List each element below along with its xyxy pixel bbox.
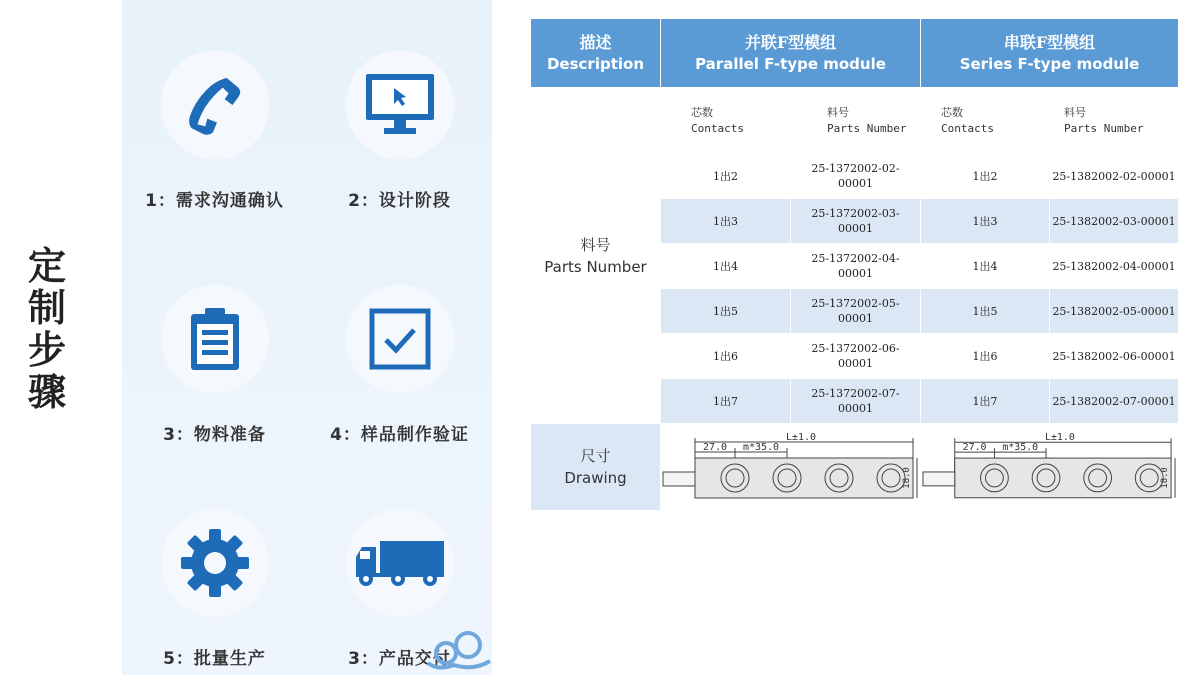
cell-contacts: 1出4 bbox=[921, 244, 1050, 289]
step-3-label: 3：物料准备 bbox=[163, 425, 266, 445]
cell-contacts: 1出5 bbox=[921, 289, 1050, 334]
checkbox-icon bbox=[368, 307, 432, 371]
cell-series-part: 25-1382002-06-00001 bbox=[1050, 334, 1179, 379]
sub-contacts: 芯数 Contacts bbox=[661, 88, 791, 154]
rowhead-drawing-zh: 尺寸 bbox=[580, 447, 611, 465]
page-title-char: 制 bbox=[27, 286, 66, 330]
step-2-label: 2：设计阶段 bbox=[348, 191, 451, 211]
clipboard-icon bbox=[189, 306, 241, 372]
gear-icon bbox=[179, 527, 251, 599]
cell-contacts: 1出3 bbox=[921, 199, 1050, 244]
header-parallel: 并联F型模组 Parallel F-type module bbox=[661, 19, 921, 88]
cell-contacts: 1出6 bbox=[661, 334, 791, 379]
cell-series-part: 25-1382002-05-00001 bbox=[1050, 289, 1179, 334]
step-5 bbox=[122, 508, 307, 669]
table-subheader-row bbox=[531, 88, 1179, 154]
truck-icon bbox=[354, 539, 446, 587]
step-6-label: 3：产品交付 bbox=[348, 649, 451, 669]
cell-contacts: 1出6 bbox=[921, 334, 1050, 379]
cell-parallel-part: 25-1372002-04- 00001 bbox=[791, 244, 921, 289]
parallel-drawing-svg bbox=[661, 432, 921, 502]
rowhead-parts-number-en: Parts Number bbox=[544, 257, 647, 276]
dim-pitch-label: m*35.0 bbox=[742, 442, 780, 453]
rowhead-parts-number-zh: 料号 bbox=[580, 235, 611, 254]
cell-contacts: 1出5 bbox=[661, 289, 791, 334]
rowhead-parts-number bbox=[531, 88, 661, 424]
cell-series-part: 25-1382002-02-00001 bbox=[1050, 154, 1179, 199]
step-4-label: 4：样品制作验证 bbox=[330, 425, 469, 445]
sub-contacts: 芯数 Contacts bbox=[921, 88, 1050, 154]
dim-total-label: L±1.0 bbox=[785, 432, 817, 443]
cell-series-part: 25-1382002-03-00001 bbox=[1050, 199, 1179, 244]
step-4-circle bbox=[345, 284, 455, 394]
sub-parts: 料号 Parts Number bbox=[1050, 88, 1179, 154]
step-4 bbox=[307, 284, 492, 445]
cell-contacts: 1出2 bbox=[661, 154, 791, 199]
dim-total-label: L±1.0 bbox=[1045, 432, 1075, 444]
table-row-drawing bbox=[531, 424, 1179, 511]
step-5-label: 5：批量生产 bbox=[163, 649, 266, 669]
page-title-char: 定 bbox=[27, 244, 66, 288]
series-drawing-svg bbox=[921, 432, 1179, 502]
cell-series-part: 25-1382002-04-00001 bbox=[1050, 244, 1179, 289]
cell-parallel-part: 25-1372002-06- 00001 bbox=[791, 334, 921, 379]
step-1-label: 1：需求沟通确认 bbox=[145, 191, 284, 211]
cloud-decoration-icon bbox=[424, 627, 494, 671]
step-1 bbox=[122, 50, 307, 211]
series-drawing bbox=[921, 424, 1179, 511]
sub-parts: 料号 Parts Number bbox=[791, 88, 921, 154]
step-5-circle bbox=[160, 508, 270, 618]
step-3-circle bbox=[160, 284, 270, 394]
step-6-circle bbox=[345, 508, 455, 618]
page-title-char: 骤 bbox=[27, 370, 66, 414]
cell-parallel-part: 25-1372002-07- 00001 bbox=[791, 379, 921, 424]
cell-series-part: 25-1382002-07-00001 bbox=[1050, 379, 1179, 424]
page-title-char: 步 bbox=[27, 328, 66, 372]
header-series: 串联F型模组 Series F-type module bbox=[921, 19, 1179, 88]
dim-height-label: 18.0 bbox=[902, 467, 912, 489]
dim-pitch-label: m*35.0 bbox=[1002, 442, 1039, 454]
dim-first-label: 27.0 bbox=[702, 442, 728, 453]
cell-contacts: 1出4 bbox=[661, 244, 791, 289]
cell-contacts: 1出3 bbox=[661, 199, 791, 244]
parts-table bbox=[530, 18, 1179, 511]
cell-contacts: 1出7 bbox=[661, 379, 791, 424]
header-description: 描述 Description bbox=[531, 19, 661, 88]
monitor-icon bbox=[364, 72, 436, 138]
phone-icon bbox=[184, 74, 246, 136]
steps-panel bbox=[122, 0, 492, 675]
parallel-drawing bbox=[661, 424, 921, 511]
dim-first-label: 27.0 bbox=[962, 442, 987, 454]
rowhead-drawing bbox=[531, 424, 661, 511]
cell-parallel-part: 25-1372002-05- 00001 bbox=[791, 289, 921, 334]
cell-parallel-part: 25-1372002-02- 00001 bbox=[791, 154, 921, 199]
table-header-row bbox=[531, 19, 1179, 88]
step-1-circle bbox=[160, 50, 270, 160]
step-2-circle bbox=[345, 50, 455, 160]
step-3 bbox=[122, 284, 307, 445]
dim-height-label: 18.0 bbox=[1160, 467, 1171, 489]
rowhead-drawing-en: Drawing bbox=[564, 469, 627, 487]
cell-parallel-part: 25-1372002-03- 00001 bbox=[791, 199, 921, 244]
cell-contacts: 1出7 bbox=[921, 379, 1050, 424]
cell-contacts: 1出2 bbox=[921, 154, 1050, 199]
page-title bbox=[22, 245, 72, 413]
step-2 bbox=[307, 50, 492, 211]
